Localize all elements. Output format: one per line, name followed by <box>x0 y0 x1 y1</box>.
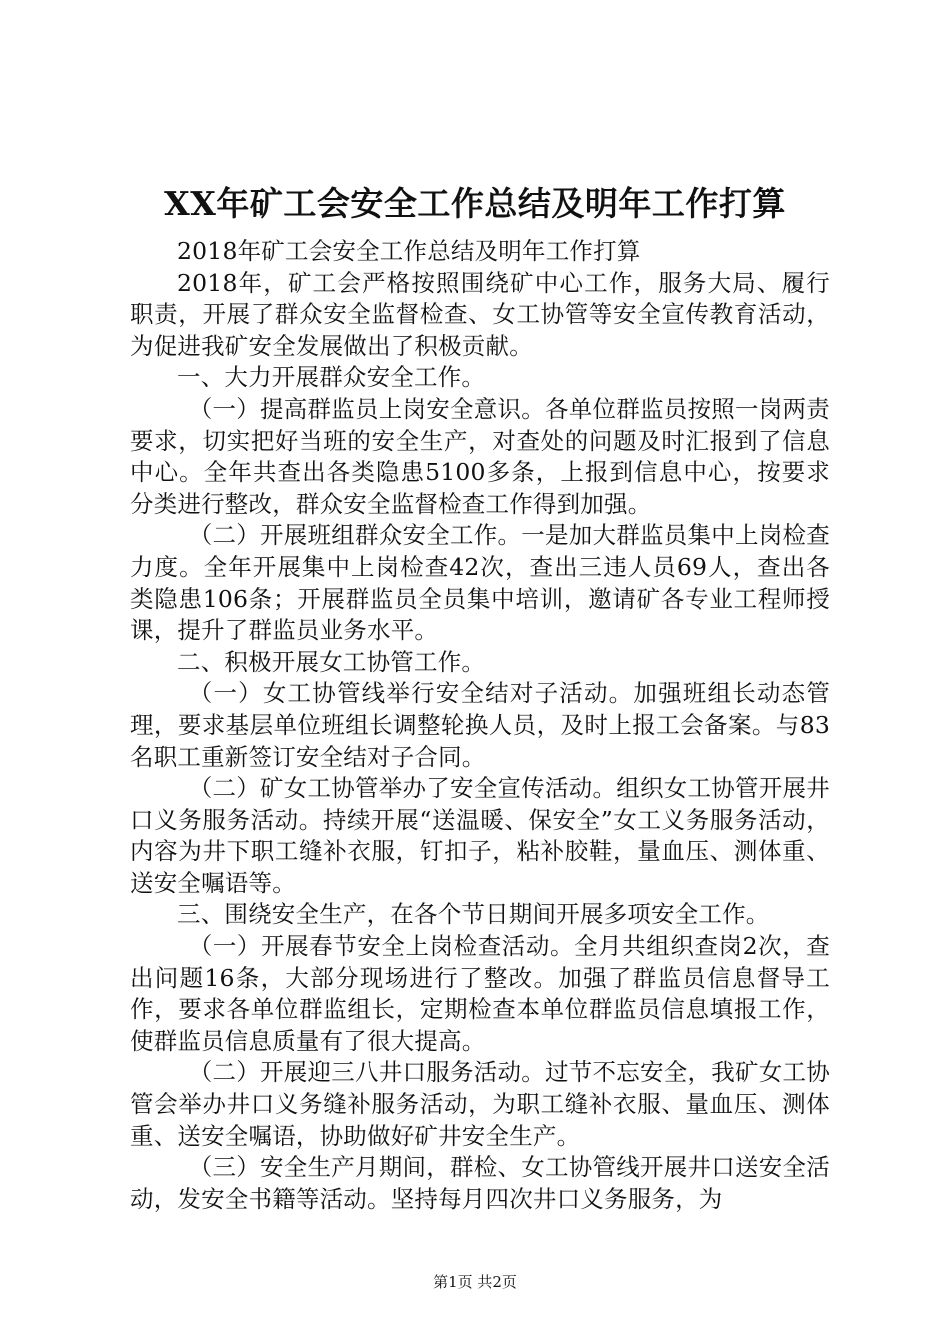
section-2-item-2: （二）矿女工协管举办了安全宣传活动。组织女工协管开展井口义务服务活动。持续开展“送温暖、保安全”女工义务服务活动，内容为井下职工缝补衣服，钉扣子，粘补胶鞋，量血压、测体重、送安全嘱语等。 <box>130 774 830 897</box>
document-body <box>130 236 830 1215</box>
section-3-item-1: （一）开展春节安全上岗检查活动。全月共组织查岗2次，查出问题16条，大部分现场进行了整改。加强了群监员信息督导工作，要求各单位群监组长，定期检查本单位群监员信息填报工作，使群监员信息质量有了很大提高。 <box>130 932 830 1055</box>
intro-paragraph: 2018年，矿工会严格按照围绕矿中心工作，服务大局、履行职责，开展了群众安全监督检查、女工协管等安全宣传教育活动，为促进我矿安全发展做出了积极贡献。 <box>130 268 830 360</box>
section-2-item-1: （一）女工协管线举行安全结对子活动。加强班组长动态管理，要求基层单位班组长调整轮换人员，及时上报工会备案。与83名职工重新签订安全结对子合同。 <box>130 679 830 771</box>
section-heading-1: 一、大力开展群众安全工作。 <box>177 363 486 392</box>
section-3-item-3: （三）安全生产月期间，群检、女工协管线开展井口送安全活动，发安全书籍等活动。坚持每月四次井口义务服务，为 <box>130 1153 830 1213</box>
section-heading-3: 三、围绕安全生产，在各个节日期间开展多项安全工作。 <box>177 900 770 929</box>
section-heading-2: 二、积极开展女工协管工作。 <box>177 647 486 676</box>
section-1-item-1: （一）提高群监员上岗安全意识。各单位群监员按照一岗两责要求，切实把好当班的安全生产，对查处的问题及时汇报到了信息中心。全年共查出各类隐患5100多条，上报到信息中心，按要求分类进行整改，群众安全监督检查工作得到加强。 <box>130 394 830 518</box>
section-3-item-2: （二）开展迎三八井口服务活动。过节不忘安全，我矿女工协管会举办井口义务缝补服务活动，为职工缝补衣服、量血压、测体重、送安全嘱语，协助做好矿井安全生产。 <box>130 1058 830 1150</box>
subtitle-paragraph: 2018年矿工会安全工作总结及明年工作打算 <box>177 237 641 265</box>
section-1-item-2: （二）开展班组群众安全工作。一是加大群监员集中上岗检查力度。全年开展集中上岗检查42次，查出三违人员69人，查出各类隐患106条；开展群监员全员集中培训，邀请矿各专业工程师授课，提升了群监员业务水平。 <box>130 521 830 645</box>
document-title: XX年矿工会安全工作总结及明年工作打算 <box>164 184 786 223</box>
page-footer: 第1页 共2页 <box>433 1273 517 1291</box>
